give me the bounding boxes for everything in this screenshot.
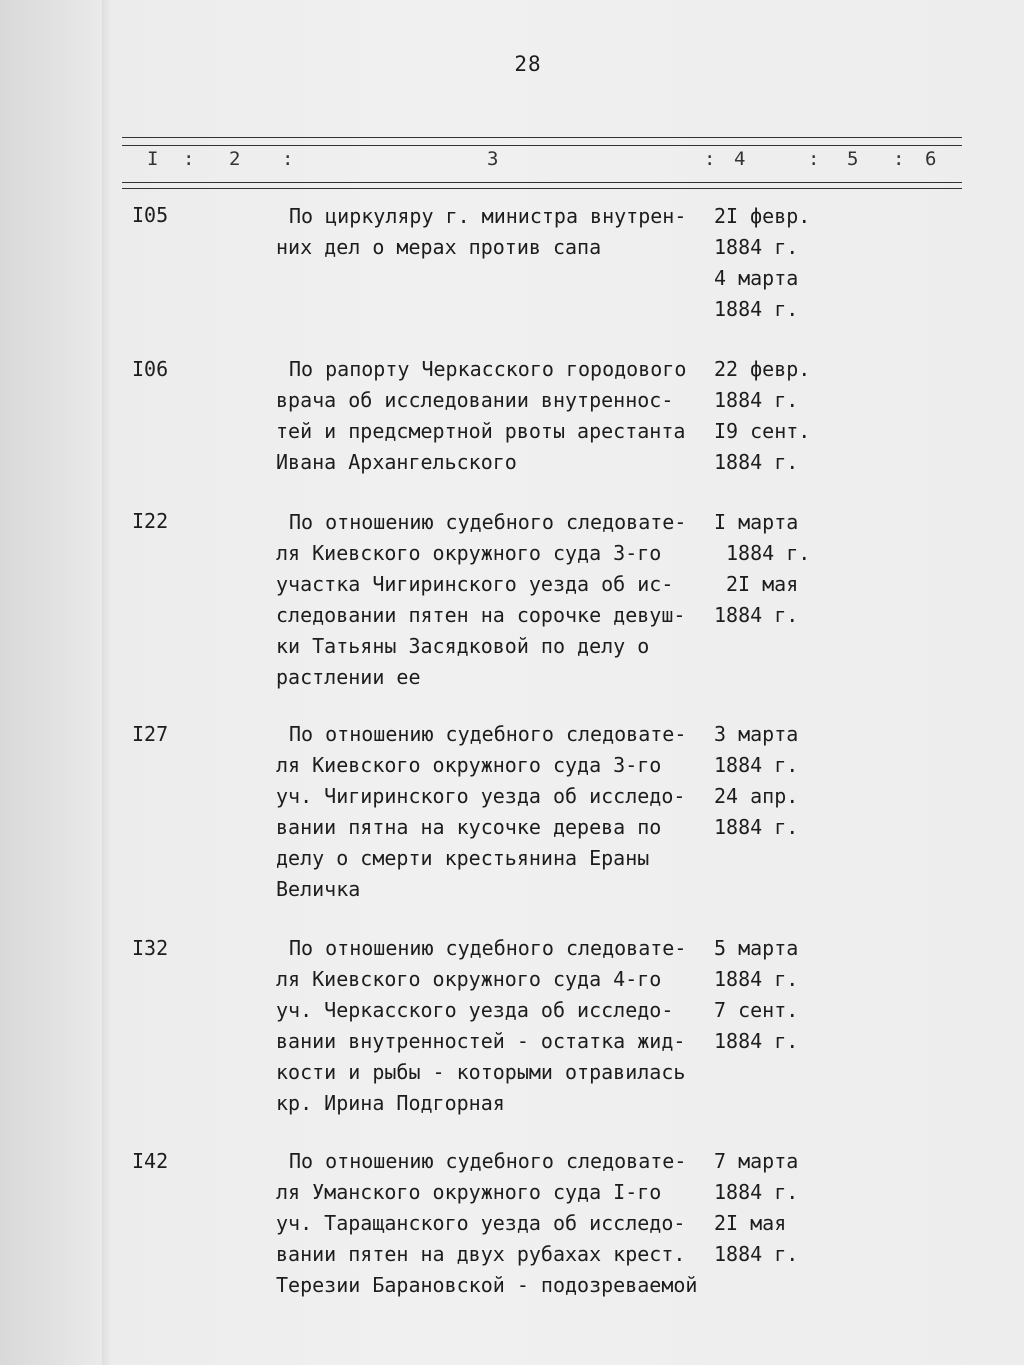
date-end-year: 1884 г. [714, 1242, 799, 1266]
entry-dates [714, 719, 834, 843]
date-end-year: 1884 г. [714, 450, 799, 474]
page-spine-shadow [102, 0, 112, 1365]
description-line: По отношению судебного следовате- [289, 510, 687, 534]
date-start-year: 1884 г. [714, 1180, 799, 1204]
header-rule-bottom [122, 182, 962, 183]
description-line: кости и рыбы - которыми отравилась [276, 1060, 686, 1084]
entry-dates [714, 507, 834, 631]
column-header-4: 4 [734, 148, 746, 170]
column-header-6: 6 [925, 148, 937, 170]
description-line: уч. Чигиринского уезда об исследо- [276, 784, 686, 808]
description-line: Ивана Архангельского [276, 450, 517, 474]
entry-dates [714, 1146, 834, 1270]
entry-description [276, 201, 716, 263]
entry-description [276, 1146, 716, 1301]
column-separator: : [893, 148, 905, 170]
date-end-year: 1884 г. [714, 297, 799, 321]
description-line: По циркуляру г. министра внутрен- [289, 204, 687, 228]
entry-description [276, 933, 716, 1119]
date-end-year: 1884 г. [714, 815, 799, 839]
date-end: 2I мая [726, 572, 799, 596]
date-start: 22 февр. [714, 357, 811, 381]
date-start: 2I февр. [714, 204, 811, 228]
description-line: уч. Таращанского уезда об исследо- [276, 1211, 686, 1235]
description-line: вании пятен на двух рубахах крест. [276, 1242, 686, 1266]
date-end: 7 сент. [714, 998, 799, 1022]
description-line: растлении ее [276, 665, 421, 689]
description-line: Терезии Барановской - подозреваемой [276, 1273, 698, 1297]
description-line: ля Киевского окружного суда 4-го [276, 967, 662, 991]
column-header-1: I [147, 148, 159, 170]
page-number: 28 [514, 52, 542, 76]
description-line: вании пятна на кусочке дерева по [276, 815, 662, 839]
header-rule-top [122, 137, 962, 138]
entry-description [276, 507, 716, 693]
entry-dates [714, 933, 834, 1057]
entry-dates [714, 201, 834, 325]
column-header-2: 2 [229, 148, 241, 170]
description-line: По отношению судебного следовате- [289, 722, 687, 746]
description-line: вании внутренностей - остатка жид- [276, 1029, 686, 1053]
entry-description [276, 719, 716, 905]
column-separator: : [282, 148, 294, 170]
column-separator: : [183, 148, 195, 170]
date-end: I9 сент. [714, 419, 811, 443]
header-rule-bottom-inner [122, 188, 962, 189]
entry-number: I42 [132, 1149, 169, 1173]
date-start-year: 1884 г. [726, 541, 811, 565]
entry-description [276, 354, 716, 478]
description-line: участка Чигиринского уезда об ис- [276, 572, 674, 596]
entry-dates [714, 354, 834, 478]
entry-number: I05 [132, 203, 169, 227]
date-start-year: 1884 г. [714, 753, 799, 777]
description-line: ля Киевского окружного суда 3-го [276, 753, 662, 777]
description-line: них дел о мерах против сапа [276, 235, 602, 259]
column-header-5: 5 [847, 148, 859, 170]
date-end: 24 апр. [714, 784, 799, 808]
description-line: По отношению судебного следовате- [289, 1149, 687, 1173]
description-line: ля Киевского окружного суда 3-го [276, 541, 662, 565]
entry-number: I22 [132, 509, 169, 533]
date-start-year: 1884 г. [714, 235, 799, 259]
description-line: Величка [276, 877, 361, 901]
date-start: 7 марта [714, 1149, 799, 1173]
date-end-year: 1884 г. [714, 1029, 799, 1053]
column-header-3: 3 [487, 148, 499, 170]
date-start-year: 1884 г. [714, 967, 799, 991]
date-start: I марта [714, 510, 799, 534]
description-line: следовании пятен на сорочке девуш- [276, 603, 686, 627]
column-separator: : [704, 148, 716, 170]
description-line: делу о смерти крестьянина Ераны [276, 846, 650, 870]
date-start: 5 марта [714, 936, 799, 960]
entry-number: I27 [132, 722, 169, 746]
date-end: 4 марта [714, 266, 799, 290]
entry-number: I06 [132, 357, 169, 381]
date-start-year: 1884 г. [714, 388, 799, 412]
header-rule-top-inner [122, 145, 962, 146]
description-line: По отношению судебного следовате- [289, 936, 687, 960]
description-line: ки Татьяны Засядковой по делу о [276, 634, 650, 658]
date-end-year: 1884 г. [714, 603, 799, 627]
description-line: уч. Черкасского уезда об исследо- [276, 998, 674, 1022]
entry-number: I32 [132, 936, 169, 960]
description-line: тей и предсмертной рвоты арестанта [276, 419, 686, 443]
description-line: По рапорту Черкасского городового [289, 357, 687, 381]
description-line: ля Уманского окружного суда I-го [276, 1180, 662, 1204]
date-start: 3 марта [714, 722, 799, 746]
date-end: 2I мая [714, 1211, 787, 1235]
column-separator: : [808, 148, 820, 170]
description-line: кр. Ирина Подгорная [276, 1091, 505, 1115]
description-line: врача об исследовании внутреннос- [276, 388, 674, 412]
